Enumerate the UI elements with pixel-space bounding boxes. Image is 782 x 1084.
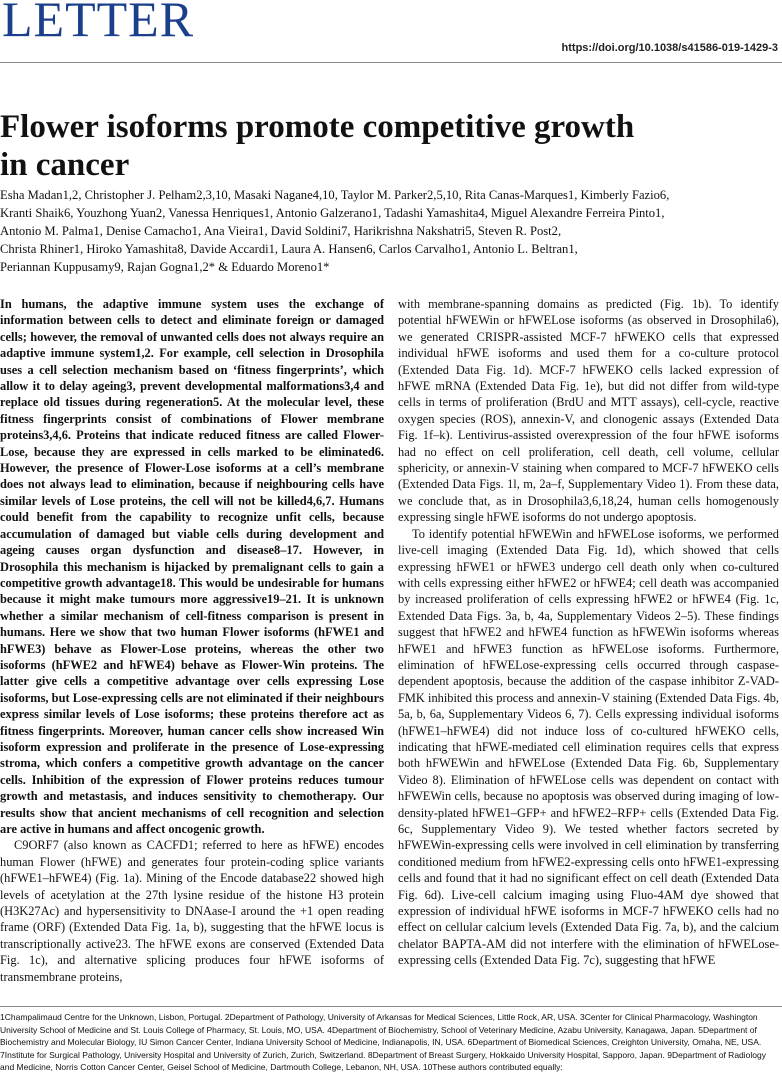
body-paragraph: To identify potential hFWEWin and hFWELose isoforms, we performed live-cell imaging (Extended Data Fig. 1d), which showed that cells expressing hFWE1 or hFWE3 undergo cell death only when co-cultured with cells expressing either hFWE2 or hFWE4; cell death was accompanied by increased proliferation of cells expressing hFWE2 or hFWE4 (Fig. 1c, Extended Data Figs. 3a, b, 4a, Supplementary Videos 2–5). These findings suggest that hFWE2 and hFWE4 function as hFWEWin isoforms whereas hFWE1 and hFWE3 function as hFWELose isoforms. Furthermore, elimination of hFWELose-expressing cells occurred through caspase-dependent apoptosis, because the addition of the caspase inhibitor Z-VAD-FMK inhibited this process and annexin-V staining (Extended Data Figs. 4b, 5a, b, 6a, Supplementary Videos 6, 7). Cells expressing individual isoforms (hFWE1–hFWE4) did not induce loss of co-cultured hFWEKO cells, indicating that hFWE-mediated cell elimination requires cells that express both hFWEWin and hFWELose (Extended Data Fig. 6b, Supplementary Video 8). Elimination of hFWELose cells was dependent on contact with hFWEWin cells, because no apoptosis was observed during imaging of low-density-plated hFWE1–GFP+ and hFWE2–RFP+ cells (Extended Data Fig. 6c, Supplementary Video 9). We tested whether factors secreted by hFWEWin-expressing cells were involved in cell elimination by transferring conditioned medium from hFWE2-expressing cells onto hFWE1-expressing cells and found that it had no significant effect on cell death (Extended Data Fig. 6d). Live-cell calcium imaging using Fluo-4AM dye showed that expression of individual hFWE isoforms in MCF-7 hFWEKO cells had no effect on cellular calcium levels (Extended Data Fig. 7a, b), and the calcium chelator BAPTA-AM did not interfere with the elimination of hFWELose-expressing cells (Extended Data Fig. 7c), suggesting that hFWE: [398, 526, 779, 968]
right-column: [398, 296, 779, 969]
affiliations-footnote: 1Champalimaud Centre for the Unknown, Lisbon, Portugal. 2Department of Pathology, University of Arkansas for Medical Sciences, Little Rock, AR, USA. 3Center for Clinical Pharmacology, Washington University School of Medicine and St. Louis College of Pharmacy, St. Louis, MO, USA. 4Department of Biochemistry, School of Veterinary Medicine, Azabu University, Kanagawa, Japan. 5Department of Biochemistry and Molecular Biology, IU Simon Cancer Center, Indiana University School of Medicine, Indianapolis, IN, USA. 6Department of Biomedical Sciences, Creighton University, Omaha, NE, USA. 7Institute for Surgical Pathology, University Hospital and University of Zurich, Zurich, Switzerland. 8Department of Breast Surgery, Hokkaido University Hospital, Sapporo, Japan. 9Department of Radiology and Medicine, Norris Cotton Cancer Center, Geisel School of Medicine, Dartmouth College, Lebanon, NH, USA. 10These authors contributed equally:: [0, 1012, 766, 1073]
journal-name: LETTER: [2, 0, 195, 47]
body-paragraph: with membrane-spanning domains as predicted (Fig. 1b). To identify potential hFWEWin or hFWELose isoforms (as observed in Drosophila6), we generated CRISPR-assisted MCF-7 hFWEKO cells that expressed individual hFWE isoforms and used them for a co-culture protocol (Extended Data Fig. 1d). MCF-7 hFWEKO cells lacked expression of hFWE mRNA (Extended Data Fig. 1e), but did not differ from wild-type cells in terms of proliferation (BrdU and MTT assays), cell-cycle, reactive oxygen species (ROS), annexin-V, and clonogenic assays (Extended Data Fig. 1f–k). Lentivirus-assisted overexpression of the four hFWE isoforms had no effect on cell proliferation, cell death, cell volume, cellular sphericity, or annexin-V staining when compared to MCF-7 hFWEKO cells (Extended Data Figs. 1l, m, 2a–f, Supplementary Video 1). From these data, we conclude that, as in Drosophila3,6,18,24, human cells homogenously expressing single hFWE isoforms do not undergo apoptosis.: [398, 297, 779, 525]
title-line-1: Flower isoforms promote competitive growth: [0, 109, 635, 145]
footnote-rule: [0, 1006, 782, 1007]
article-title: [0, 108, 760, 184]
authors-line: Esha Madan1,2, Christopher J. Pelham2,3,10, Masaki Nagane4,10, Taylor M. Parker2,5,10, Rita Canas-Marques1, Kimberly Fazio6,: [0, 188, 670, 202]
authors-line: Christa Rhiner1, Hiroko Yamashita8, Davide Accardi1, Laura A. Hansen6, Carlos Carvalho1, Antonio L. Beltran1,: [0, 242, 578, 256]
authors-line: Periannan Kuppusamy9, Rajan Gogna1,2* & Eduardo Moreno1*: [0, 260, 330, 274]
author-list: [0, 186, 780, 276]
abstract: In humans, the adaptive immune system uses the exchange of information between cells to detect and eliminate foreign or damaged cells; however, the removal of unwanted cells does not always require an adaptive immune system1,2. For example, cell selection in Drosophila uses a cell selection mechanism based on ‘fitness fingerprints’, which allow it to delay ageing3, prevent developmental malformations3,4 and replace old tissues during regeneration5. At the molecular level, these fitness fingerprints consist of combinations of Flower membrane proteins3,4,6. Proteins that indicate reduced fitness are called Flower-Lose, because they are expressed in cells marked to be eliminated6. However, the presence of Flower-Lose isoforms at a cell’s membrane does not always lead to elimination, because if neighbouring cells have similar levels of Lose proteins, the cell will not be killed4,6,7. Humans could benefit from the capability to recognize unfit cells, because accumulation of damaged but viable cells during development and ageing causes organ dysfunction and disease8–17. However, in Drosophila this mechanism is hijacked by premalignant cells to gain a competitive growth advantage18. This would be undesirable for humans because it might make tumours more aggressive19–21. It is unknown whether a similar mechanism of cell-fitness comparison is present in humans. Here we show that two human Flower isoforms (hFWE1 and hFWE3) behave as Flower-Lose proteins, whereas the other two isoforms (hFWE2 and hFWE4) behave as Flower-Win proteins. The latter give cells a competitive advantage over cells expressing Lose isoforms, but Lose-expressing cells are not eliminated if their neighbours express similar levels of Lose isoforms; these proteins therefore act as fitness fingerprints. Moreover, human cancer cells show increased Win isoform expression and proliferate in the presence of Lose-expressing stroma, which confers a competitive growth advantage on the cancer cells. Inhibition of the expression of Flower proteins reduces tumour growth and metastasis, and induces sensitivity to chemotherapy. Our results show that ancient mechanisms of cell recognition and selection are active in humans and affect oncogenic growth.: [0, 297, 384, 836]
doi-link[interactable]: https://doi.org/10.1038/s41586-019-1429-3: [561, 42, 778, 54]
body-paragraph: C9ORF7 (also known as CACFD1; referred to here as hFWE) encodes human Flower (hFWE) and generates four protein-coding splice variants (hFWE1–hFWE4) (Fig. 1a). Mining of the Encode database22 showed high levels of acetylation at the 27th lysine residue of the histone H3 protein (H3K27Ac) and hypersensitivity to DNAase-I around the +1 open reading frame (ORF) (Extended Data Fig. 1a, b), suggesting that the hFWE locus is transcriptionally active23. The hFWE exons are conserved (Extended Data Fig. 1c), and alternative splicing produces four hFWE isoforms of transmembrane proteins,: [0, 838, 384, 984]
title-line-2: in cancer: [0, 147, 130, 183]
authors-line: Kranti Shaik6, Youzhong Yuan2, Vanessa Henriques1, Antonio Galzerano1, Tadashi Yamashita4, Miguel Alexandre Ferreira Pinto1,: [0, 206, 665, 220]
authors-line: Antonio M. Palma1, Denise Camacho1, Ana Vieira1, David Soldini7, Harikrishna Nakshatri5, Steven R. Post2,: [0, 224, 562, 238]
header-rule: [0, 62, 782, 63]
left-column: [0, 296, 384, 985]
